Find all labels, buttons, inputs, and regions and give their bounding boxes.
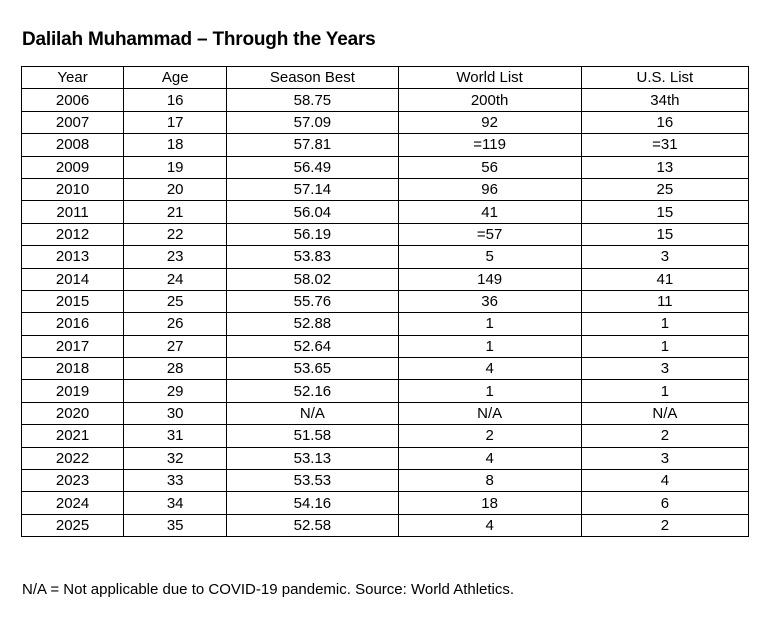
table-row bbox=[22, 246, 749, 268]
cell-world-list: =119 bbox=[398, 134, 581, 156]
cell-world-list: 92 bbox=[398, 111, 581, 133]
cell-year: 2011 bbox=[22, 201, 124, 223]
cell-us-list: 2 bbox=[581, 425, 748, 447]
footnote: N/A = Not applicable due to COVID-19 pandemic. Source: World Athletics. bbox=[22, 581, 515, 598]
cell-us-list: 25 bbox=[581, 178, 748, 200]
cell-us-list: 1 bbox=[581, 335, 748, 357]
cell-us-list: 1 bbox=[581, 380, 748, 402]
table-row bbox=[22, 268, 749, 290]
cell-world-list: 4 bbox=[398, 514, 581, 536]
table-row bbox=[22, 335, 749, 357]
cell-year: 2012 bbox=[22, 223, 124, 245]
cell-age: 18 bbox=[124, 134, 227, 156]
cell-season-best: 52.88 bbox=[227, 313, 398, 335]
cell-season-best: 58.75 bbox=[227, 89, 398, 111]
table-row bbox=[22, 290, 749, 312]
table-row bbox=[22, 156, 749, 178]
table-row bbox=[22, 223, 749, 245]
cell-year: 2016 bbox=[22, 313, 124, 335]
cell-year: 2015 bbox=[22, 290, 124, 312]
cell-world-list: 4 bbox=[398, 358, 581, 380]
cell-age: 17 bbox=[124, 111, 227, 133]
cell-year: 2022 bbox=[22, 447, 124, 469]
cell-age: 19 bbox=[124, 156, 227, 178]
header-year: Year bbox=[22, 67, 124, 89]
cell-year: 2017 bbox=[22, 335, 124, 357]
cell-season-best: 56.19 bbox=[227, 223, 398, 245]
cell-year: 2020 bbox=[22, 402, 124, 424]
header-age: Age bbox=[124, 67, 227, 89]
cell-season-best: 55.76 bbox=[227, 290, 398, 312]
cell-age: 30 bbox=[124, 402, 227, 424]
cell-season-best: 58.02 bbox=[227, 268, 398, 290]
cell-world-list: =57 bbox=[398, 223, 581, 245]
cell-us-list: 4 bbox=[581, 470, 748, 492]
table-row bbox=[22, 111, 749, 133]
cell-us-list: 3 bbox=[581, 358, 748, 380]
cell-world-list: 2 bbox=[398, 425, 581, 447]
cell-season-best: 57.09 bbox=[227, 111, 398, 133]
cell-year: 2025 bbox=[22, 514, 124, 536]
cell-season-best: 53.65 bbox=[227, 358, 398, 380]
cell-age: 32 bbox=[124, 447, 227, 469]
cell-age: 33 bbox=[124, 470, 227, 492]
cell-age: 22 bbox=[124, 223, 227, 245]
cell-us-list: 34th bbox=[581, 89, 748, 111]
cell-world-list: 5 bbox=[398, 246, 581, 268]
cell-us-list: 15 bbox=[581, 201, 748, 223]
table-row bbox=[22, 178, 749, 200]
cell-age: 26 bbox=[124, 313, 227, 335]
table-row bbox=[22, 89, 749, 111]
cell-us-list: 3 bbox=[581, 246, 748, 268]
cell-season-best: 52.58 bbox=[227, 514, 398, 536]
cell-age: 29 bbox=[124, 380, 227, 402]
table-body bbox=[22, 89, 749, 537]
cell-us-list: N/A bbox=[581, 402, 748, 424]
cell-world-list: 56 bbox=[398, 156, 581, 178]
cell-world-list: 96 bbox=[398, 178, 581, 200]
cell-year: 2023 bbox=[22, 470, 124, 492]
table-row bbox=[22, 358, 749, 380]
cell-age: 34 bbox=[124, 492, 227, 514]
cell-season-best: 57.81 bbox=[227, 134, 398, 156]
cell-season-best: 56.49 bbox=[227, 156, 398, 178]
header-us-list: U.S. List bbox=[581, 67, 748, 89]
cell-us-list: 2 bbox=[581, 514, 748, 536]
table-row bbox=[22, 514, 749, 536]
cell-year: 2006 bbox=[22, 89, 124, 111]
table-row bbox=[22, 402, 749, 424]
cell-world-list: 1 bbox=[398, 313, 581, 335]
cell-year: 2010 bbox=[22, 178, 124, 200]
cell-us-list: 41 bbox=[581, 268, 748, 290]
table-row bbox=[22, 492, 749, 514]
cell-us-list: 11 bbox=[581, 290, 748, 312]
cell-season-best: 53.53 bbox=[227, 470, 398, 492]
cell-world-list: 149 bbox=[398, 268, 581, 290]
cell-age: 16 bbox=[124, 89, 227, 111]
table-row bbox=[22, 425, 749, 447]
table-row bbox=[22, 201, 749, 223]
cell-us-list: 13 bbox=[581, 156, 748, 178]
cell-year: 2014 bbox=[22, 268, 124, 290]
cell-year: 2019 bbox=[22, 380, 124, 402]
cell-year: 2008 bbox=[22, 134, 124, 156]
header-world-list: World List bbox=[398, 67, 581, 89]
cell-year: 2007 bbox=[22, 111, 124, 133]
cell-season-best: 51.58 bbox=[227, 425, 398, 447]
cell-us-list: 1 bbox=[581, 313, 748, 335]
table-row bbox=[22, 447, 749, 469]
cell-age: 23 bbox=[124, 246, 227, 268]
cell-age: 35 bbox=[124, 514, 227, 536]
cell-world-list: N/A bbox=[398, 402, 581, 424]
cell-age: 21 bbox=[124, 201, 227, 223]
cell-us-list: 15 bbox=[581, 223, 748, 245]
cell-us-list: 16 bbox=[581, 111, 748, 133]
cell-age: 31 bbox=[124, 425, 227, 447]
cell-us-list: =31 bbox=[581, 134, 748, 156]
table-header-row bbox=[22, 67, 749, 89]
cell-year: 2009 bbox=[22, 156, 124, 178]
table-row bbox=[22, 134, 749, 156]
cell-world-list: 18 bbox=[398, 492, 581, 514]
cell-world-list: 200th bbox=[398, 89, 581, 111]
cell-age: 27 bbox=[124, 335, 227, 357]
table-row bbox=[22, 470, 749, 492]
cell-world-list: 8 bbox=[398, 470, 581, 492]
cell-world-list: 41 bbox=[398, 201, 581, 223]
page-title: Dalilah Muhammad – Through the Years bbox=[22, 29, 376, 50]
cell-age: 28 bbox=[124, 358, 227, 380]
cell-year: 2024 bbox=[22, 492, 124, 514]
cell-season-best: N/A bbox=[227, 402, 398, 424]
cell-world-list: 4 bbox=[398, 447, 581, 469]
cell-season-best: 53.13 bbox=[227, 447, 398, 469]
header-season-best: Season Best bbox=[227, 67, 398, 89]
cell-season-best: 57.14 bbox=[227, 178, 398, 200]
cell-season-best: 53.83 bbox=[227, 246, 398, 268]
cell-age: 25 bbox=[124, 290, 227, 312]
table-row bbox=[22, 313, 749, 335]
cell-world-list: 1 bbox=[398, 335, 581, 357]
cell-age: 24 bbox=[124, 268, 227, 290]
cell-age: 20 bbox=[124, 178, 227, 200]
cell-year: 2018 bbox=[22, 358, 124, 380]
cell-season-best: 56.04 bbox=[227, 201, 398, 223]
cell-us-list: 6 bbox=[581, 492, 748, 514]
cell-us-list: 3 bbox=[581, 447, 748, 469]
table-row bbox=[22, 380, 749, 402]
results-table bbox=[21, 66, 749, 537]
cell-world-list: 36 bbox=[398, 290, 581, 312]
cell-season-best: 52.64 bbox=[227, 335, 398, 357]
cell-season-best: 52.16 bbox=[227, 380, 398, 402]
cell-season-best: 54.16 bbox=[227, 492, 398, 514]
cell-year: 2013 bbox=[22, 246, 124, 268]
cell-year: 2021 bbox=[22, 425, 124, 447]
cell-world-list: 1 bbox=[398, 380, 581, 402]
